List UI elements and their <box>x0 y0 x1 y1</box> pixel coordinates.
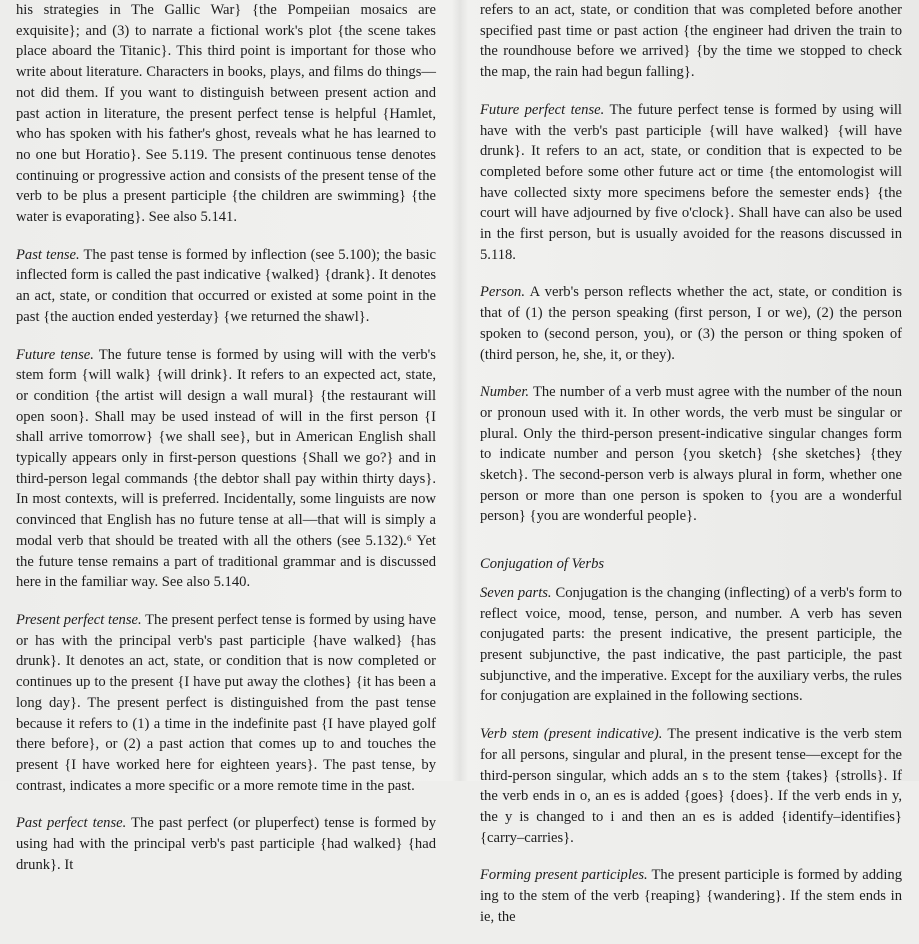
paragraph-text: The past perfect (or pluperfect) tense is formed by using had with the principal verb's past participle {had walked} {had drunk}. It <box>16 815 436 873</box>
paragraph-text: The present perfect tense is formed by using have or has with the principal verb's past participle {have walked} {has drunk}. It denotes an act, state, or condition that is now completed or continues up to the present {I have put away the clothes} {it has been a long day}. The present perfect is distinguished from the past tense because it refers to (1) a time in the indefinite past {I have played golf there before}, or (2) a past action that comes up to and touches the present {I have worked here for eighteen years}. The past tense, by contrast, indicates a more specific or a more remote time in the past. <box>16 611 436 794</box>
paragraph-lead: Past tense. <box>16 246 80 263</box>
paragraph-lead: Present perfect tense. <box>16 611 142 628</box>
paragraph-number <box>480 382 902 527</box>
paragraph-person <box>480 282 902 365</box>
paragraph-text: The present indicative is the verb stem for all persons, singular and plural, in the present tense—except for the third-person singular, which adds an s to the stem {takes} {strolls}. If the verb ends in o, an es is added {goes} {does}. If the verb ends in y, the y is changed to i and then an es is added {identify–identifies} {carry–carries}. <box>480 726 902 846</box>
paragraph-text: refers to an act, state, or condition that was completed before another specified past time or past action {the engineer had driven the train to the roundhouse before we arrived} {by the time we stopped to check the map, the rain had begun falling}. <box>480 2 902 81</box>
right-column <box>480 0 902 944</box>
paragraph-forming-present-participles <box>480 865 902 927</box>
paragraph-lead: Forming present participles. <box>480 867 648 884</box>
paragraph-lead: Number. <box>480 384 530 401</box>
left-column <box>16 0 436 892</box>
paragraph-text: The future perfect tense is formed by using will have with the verb's past participle {will have walked} {will have drunk}. It refers to an act, state, or condition that is expected to be completed before some other future act or time {the entomologist will have collected sixty more specimens before the semester ends} {the court will have adjourned by five o'clock}. Shall have can also be used in the first person, but is usually avoided for the reasons discussed in 5.118. <box>480 101 902 263</box>
paragraph-gallic-war-continuation <box>16 0 436 228</box>
paragraph-verb-stem <box>480 724 902 848</box>
paragraph-lead: Verb stem (present indicative). <box>480 726 663 743</box>
paragraph-lead: Past perfect tense. <box>16 815 127 832</box>
paragraph-lead: Person. <box>480 284 525 301</box>
paragraph-text: The future tense is formed by using will with the verb's stem form {will walk} {will drink}. It refers to an expected act, state, or condition {the artist will design a wall mural} {the restaurant will open soon}. Shall may be used instead of will in the first person {I shall arrive tomorrow} {we shall see}, but in American English shall typically appears only in first-person questions {Shall we go?} and in third-person legal commands {the debtor shall pay within thirty days}. In most contexts, will is preferred. Incidentally, some linguists are now convinced that English has no future tense at all—that will is simply a modal verb that should be treated with all the others (see 5.132).⁶ Yet the future tense remains a part of traditional grammar and is discussed here in the familiar way. See also 5.140. <box>16 346 436 591</box>
paragraph-text: The past tense is formed by inflection (see 5.100); the basic inflected form is called the past indicative {walked} {drank}. It denotes an act, state, or condition that occurred or existed at some point in the past {the auction ended yesterday} {we returned the shawl}. <box>16 246 436 325</box>
paragraph-lead: Future perfect tense. <box>480 101 605 118</box>
paragraph-lead: Seven parts. <box>480 584 552 601</box>
paragraph-past-perfect-tense <box>16 813 436 875</box>
section-heading: Conjugation of Verbs <box>480 556 605 573</box>
paragraph-text: The number of a verb must agree with the number of the noun or pronoun used with it. In other words, the verb must be singular or plural. Only the third-person present-indicative singular changes form to indicate number and person {you sketch} {she sketches} {they sketch}. The second-person verb is always plural in form, whether one person or more than one person is spoken to {you are a wonderful person} {you are wonderful people}. <box>480 384 902 525</box>
paragraph-past-perfect-continuation <box>480 0 902 83</box>
paragraph-future-perfect-tense <box>480 100 902 266</box>
paragraph-lead: Future tense. <box>16 346 94 363</box>
page-gutter <box>452 0 468 781</box>
paragraph-future-tense <box>16 345 436 593</box>
paragraph-text: A verb's person reflects whether the act, state, or condition is that of (1) the person speaking (first person, I or we), (2) the person spoken to (second person, you), or (3) the person or thing spoken of (third person, he, she, it, or they). <box>480 284 902 363</box>
paragraph-text: Conjugation is the changing (inflecting) of a verb's form to reflect voice, mood, tense, person, and number. A verb has seven conjugated parts: the present indicative, the present participle, the present subjunctive, the past indicative, the past participle, the past subjunctive, and the imperative. Except for the auxiliary verbs, the rules for conjugation are explained in the following sections. <box>480 584 902 705</box>
paragraph-text: The present participle is formed by adding ing to the stem of the verb {reaping} {wandering}. If the stem ends in ie, the <box>480 867 902 925</box>
paragraph-past-tense <box>16 245 436 328</box>
paragraph-present-perfect-tense <box>16 610 436 796</box>
paragraph-text: his strategies in The Gallic War} {the Pompeiian mosaics are exquisite}; and (3) to narrate a fictional work's plot {the scene takes place aboard the Titanic}. This third point is important for those who write about literature. Characters in books, plays, and films do things—not did them. If you want to distinguish between present action and past action in literature, the present perfect tense is helpful {Hamlet, who has spoken with his father's ghost, reveals what he has learned to no one but Horatio}. See 5.119. The present continuous tense denotes continuing or progressive action and consists of the present tense of the verb to be plus a present participle {the children are swimming} {the water is evaporating}. See also 5.141. <box>16 2 436 226</box>
paragraph-seven-parts <box>480 583 902 707</box>
